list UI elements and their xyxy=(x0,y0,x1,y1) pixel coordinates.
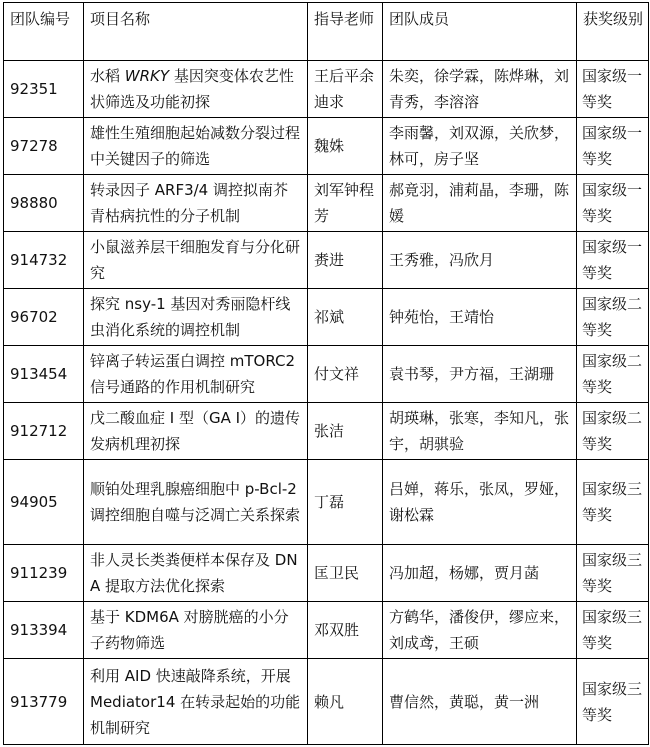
project-cell: 转录因子 ARF3/4 调控拟南芥青枯病抗性的分子机制 xyxy=(84,175,308,232)
advisor-cell: 邓双胜 xyxy=(308,602,383,659)
members-cell: 袁书琴，尹方福，王湖珊 xyxy=(383,346,577,403)
members-cell: 郝竟羽，浦莉晶，李珊，陈媛 xyxy=(383,175,577,232)
header-members: 团队成员 xyxy=(383,3,577,61)
table-row xyxy=(4,289,649,346)
project-text: 水稻 xyxy=(90,67,125,85)
gene-name: WRKY xyxy=(124,67,170,85)
header-project: 项目名称 xyxy=(84,3,308,61)
award-cell: 国家级一等奖 xyxy=(577,175,649,232)
table-row xyxy=(4,346,649,403)
team-id-cell: 914732 xyxy=(4,232,84,289)
advisor-cell: 张洁 xyxy=(308,403,383,460)
table-row xyxy=(4,232,649,289)
members-cell: 王秀雅，冯欣月 xyxy=(383,232,577,289)
advisor-cell: 付文祥 xyxy=(308,346,383,403)
award-cell: 国家级一等奖 xyxy=(577,61,649,118)
award-cell: 国家级二等奖 xyxy=(577,289,649,346)
team-id-cell: 913454 xyxy=(4,346,84,403)
table-row xyxy=(4,175,649,232)
advisor-cell: 赉进 xyxy=(308,232,383,289)
advisor-cell: 王后平余迪求 xyxy=(308,61,383,118)
team-id-cell: 96702 xyxy=(4,289,84,346)
advisor-cell: 祁斌 xyxy=(308,289,383,346)
award-table xyxy=(3,2,649,745)
advisor-cell: 匡卫民 xyxy=(308,545,383,602)
members-cell: 方鹤华，潘俊伊，缪应来，刘成鸢，王硕 xyxy=(383,602,577,659)
project-cell: 基于 KDM6A 对膀胱癌的小分子药物筛选 xyxy=(84,602,308,659)
award-cell: 国家级三等奖 xyxy=(577,602,649,659)
advisor-cell: 丁磊 xyxy=(308,460,383,545)
team-id-cell: 92351 xyxy=(4,61,84,118)
award-cell: 国家级一等奖 xyxy=(577,232,649,289)
members-cell: 钟苑怡，王靖怡 xyxy=(383,289,577,346)
project-cell: 戊二酸血症 I 型（GA I）的遗传发病机理初探 xyxy=(84,403,308,460)
table-row xyxy=(4,659,649,745)
table-row xyxy=(4,118,649,175)
project-cell: 非人灵长类粪便样本保存及 DNA 提取方法优化探索 xyxy=(84,545,308,602)
advisor-cell: 刘军钟程芳 xyxy=(308,175,383,232)
team-id-cell: 913779 xyxy=(4,659,84,745)
award-cell: 国家级三等奖 xyxy=(577,659,649,745)
award-cell: 国家级三等奖 xyxy=(577,460,649,545)
team-id-cell: 97278 xyxy=(4,118,84,175)
team-id-cell: 98880 xyxy=(4,175,84,232)
project-cell: 雄性生殖细胞起始减数分裂过程中关键因子的筛选 xyxy=(84,118,308,175)
award-cell: 国家级二等奖 xyxy=(577,403,649,460)
members-cell: 朱奕，徐学霖，陈烨琳，刘青秀，李溶溶 xyxy=(383,61,577,118)
project-cell: 顺铂处理乳腺癌细胞中 p-Bcl-2 调控细胞自噬与泛凋亡关系探索 xyxy=(84,460,308,545)
table-row xyxy=(4,602,649,659)
project-cell: 利用 AID 快速敲降系统，开展 Mediator14 在转录起始的功能机制研究 xyxy=(84,659,308,745)
members-cell: 吕婵，蒋乐，张凤，罗娅，谢松霖 xyxy=(383,460,577,545)
team-id-cell: 912712 xyxy=(4,403,84,460)
advisor-cell: 魏姝 xyxy=(308,118,383,175)
members-cell: 曹信然，黄聪，黄一洲 xyxy=(383,659,577,745)
header-advisor: 指导老师 xyxy=(308,3,383,61)
header-award: 获奖级别 xyxy=(577,3,649,61)
award-cell: 国家级三等奖 xyxy=(577,545,649,602)
table-row xyxy=(4,460,649,545)
table-row xyxy=(4,403,649,460)
table-header-row xyxy=(4,3,649,61)
table-row xyxy=(4,61,649,118)
award-cell: 国家级二等奖 xyxy=(577,346,649,403)
table-row xyxy=(4,545,649,602)
team-id-cell: 911239 xyxy=(4,545,84,602)
members-cell: 冯加超，杨娜，贾月菡 xyxy=(383,545,577,602)
header-team-id: 团队编号 xyxy=(4,3,84,61)
members-cell: 李雨馨，刘双源，关欣梦，林可，房子坚 xyxy=(383,118,577,175)
advisor-cell: 赖凡 xyxy=(308,659,383,745)
members-cell: 胡瑛琳，张寒，李知凡，张宇，胡骐验 xyxy=(383,403,577,460)
project-text-rest: 基因突变体农艺性状筛选及功能初探 xyxy=(90,67,294,111)
project-cell: 小鼠滋养层干细胞发育与分化研究 xyxy=(84,232,308,289)
project-cell: 探究 nsy-1 基因对秀丽隐杆线虫消化系统的调控机制 xyxy=(84,289,308,346)
award-cell: 国家级一等奖 xyxy=(577,118,649,175)
team-id-cell: 94905 xyxy=(4,460,84,545)
team-id-cell: 913394 xyxy=(4,602,84,659)
project-cell: 锌离子转运蛋白调控 mTORC2 信号通路的作用机制研究 xyxy=(84,346,308,403)
project-cell xyxy=(84,61,308,118)
